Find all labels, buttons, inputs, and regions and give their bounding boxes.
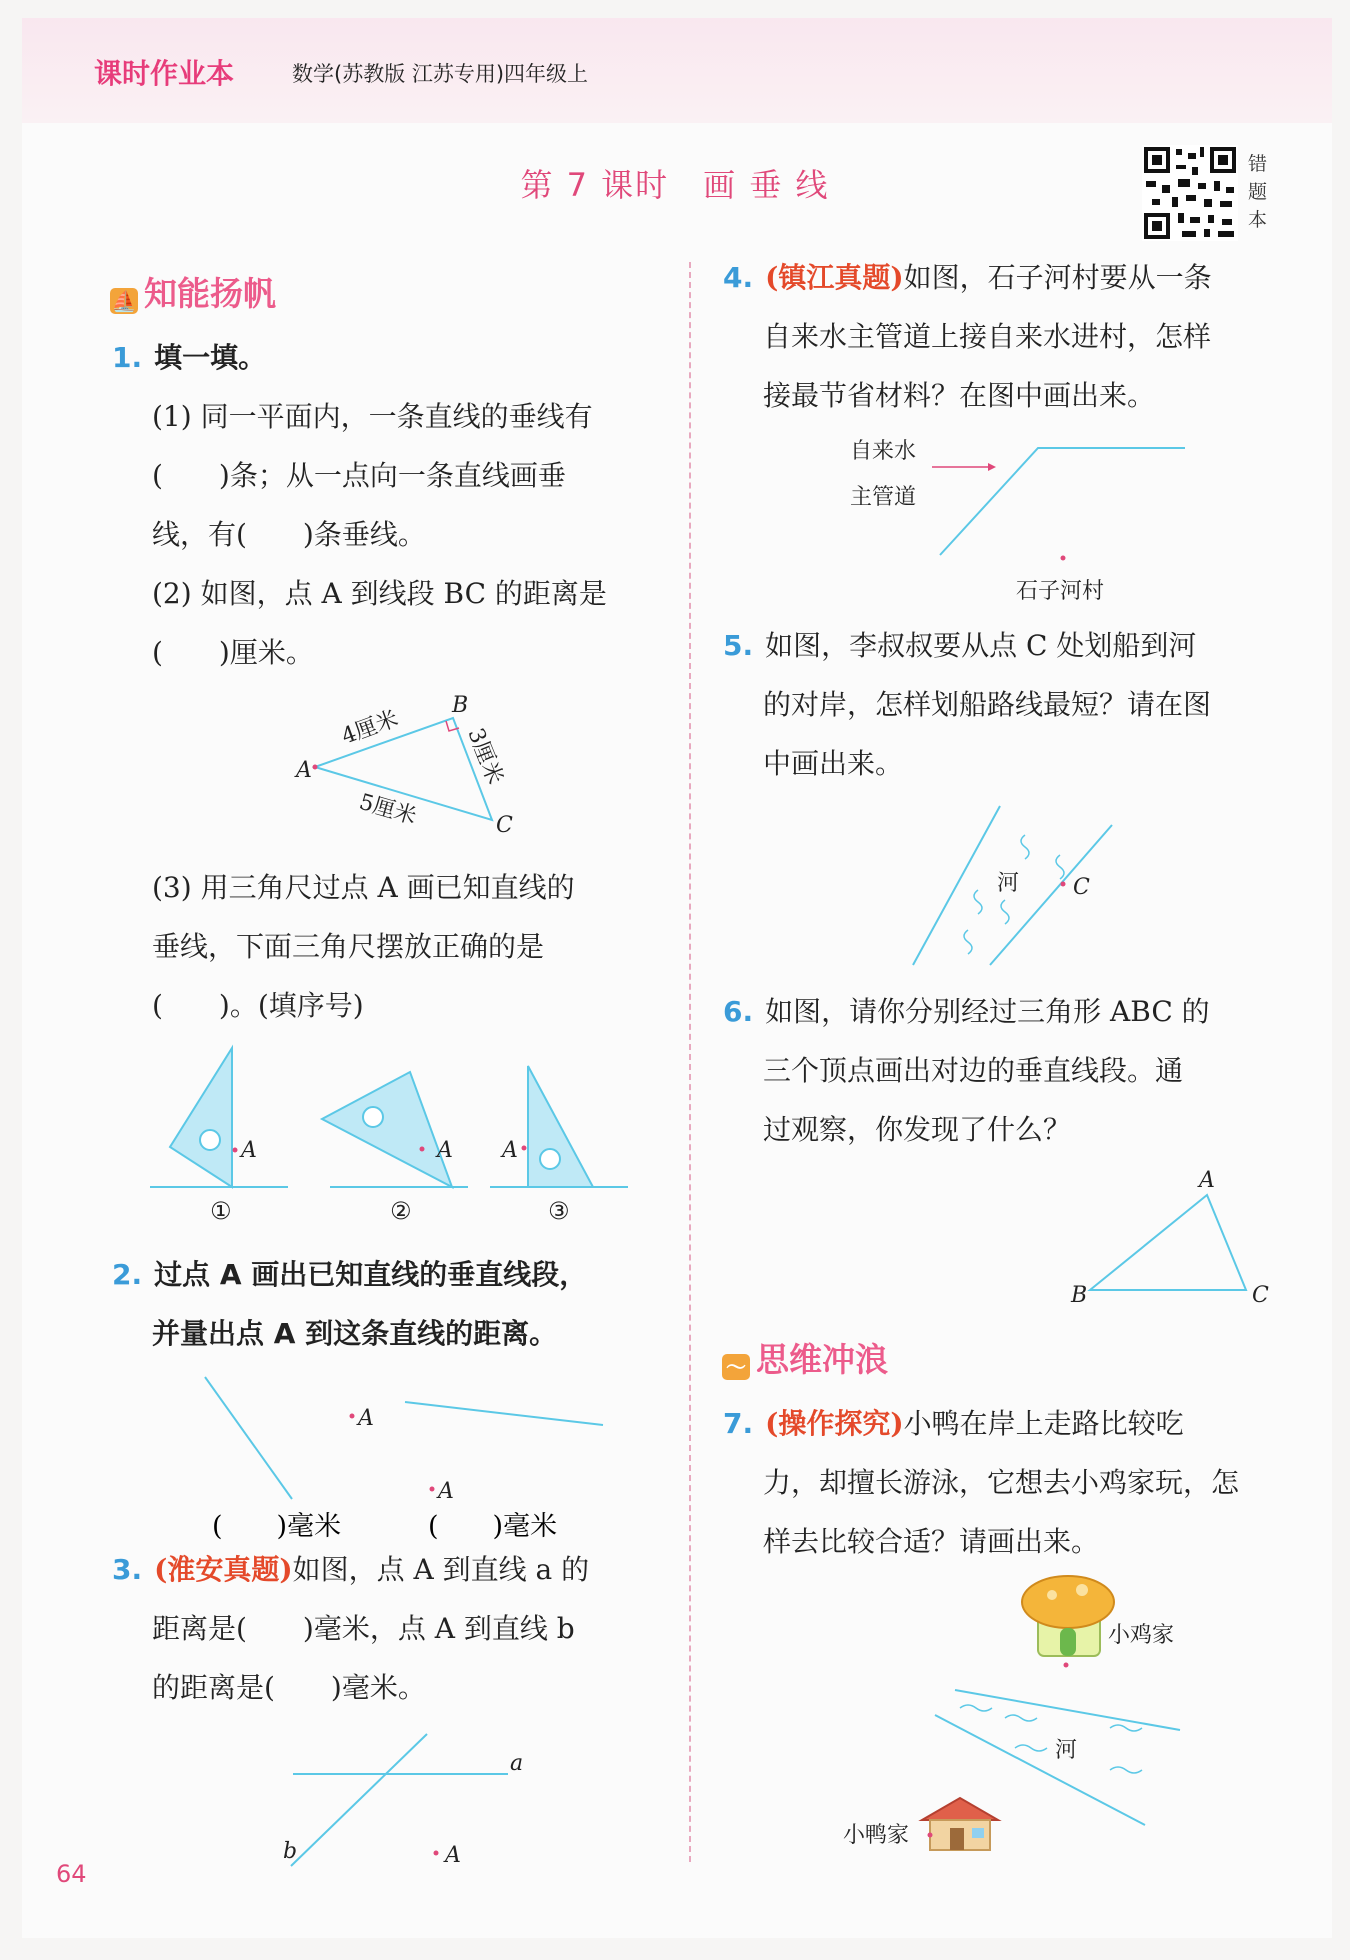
set-square-option-2 xyxy=(322,1072,468,1225)
source-tag: (操作探究) xyxy=(765,1407,904,1440)
q1-p3-line3: ( )。(填序号) xyxy=(152,989,364,1022)
point-a-label: A xyxy=(438,1479,454,1504)
river-label: 河 xyxy=(997,871,1020,896)
q7-line2: 力，却擅长游泳，它想去小鸡家玩，怎 xyxy=(763,1466,1240,1499)
length-ab-label: 4厘米 xyxy=(338,706,402,750)
q1-p2-line2: ( )厘米。 xyxy=(152,636,314,669)
wave-icon: 〜 xyxy=(722,1354,750,1380)
q5-line3: 中画出来。 xyxy=(763,747,904,780)
pipe-label-line1: 自来水 xyxy=(850,439,917,464)
duck-house-icon xyxy=(922,1798,998,1850)
question-number: 7. xyxy=(723,1407,754,1440)
q3-line2: 距离是( )毫米，点 A 到直线 b xyxy=(152,1612,575,1645)
line-a-label: a xyxy=(510,1751,524,1776)
line-b-label: b xyxy=(283,1839,298,1864)
point-a-label: A xyxy=(358,1406,374,1431)
village-label: 石子河村 xyxy=(1016,579,1105,604)
q4-pipe-figure xyxy=(850,439,1185,604)
q1-p3-line1: (3) 用三角尺过点 A 画已知直线的 xyxy=(152,871,575,904)
question-number: 2. xyxy=(112,1258,143,1291)
q7-line3: 样去比较合适？请画出来。 xyxy=(763,1525,1100,1558)
point-a-label: A xyxy=(241,1138,257,1163)
section-title: 思维冲浪 xyxy=(756,1340,888,1379)
vertex-a-label: A xyxy=(1199,1168,1215,1193)
q5-line2: 的对岸，怎样划船路线最短？请在图 xyxy=(763,688,1212,721)
q3-line3: 的距离是( )毫米。 xyxy=(152,1671,426,1704)
q1-heading: 填一填。 xyxy=(154,341,267,374)
q6-line2: 三个顶点画出对边的垂直线段。通 xyxy=(763,1054,1184,1087)
question-number: 5. xyxy=(723,629,754,662)
q7-text: 小鸭在岸上走路比较吃 xyxy=(903,1407,1184,1440)
length-ac-label: 5厘米 xyxy=(356,789,419,830)
q2-answer-2: ( )毫米 xyxy=(428,1511,558,1542)
set-square-option-1 xyxy=(150,1048,288,1225)
q3-lines-figure xyxy=(283,1734,523,1868)
point-a-label: A xyxy=(437,1138,453,1163)
point-a-label: A xyxy=(502,1138,518,1163)
vertex-b-label: B xyxy=(452,693,469,718)
question-number: 3. xyxy=(112,1553,143,1586)
option-3-label: ③ xyxy=(548,1197,570,1225)
q6-triangle-figure xyxy=(1070,1168,1269,1308)
q2-line2: 并量出点 A 到这条直线的距离。 xyxy=(152,1317,558,1350)
q1-triangle-figure xyxy=(294,693,513,838)
q4-line3: 接最节省材料？在图中画出来。 xyxy=(763,379,1156,412)
set-square-option-3 xyxy=(490,1066,628,1225)
wrong-questions-label: 错题本 xyxy=(1248,153,1268,231)
brand-title: 课时作业本 xyxy=(94,57,235,90)
duck-home-label: 小鸭家 xyxy=(843,1823,910,1848)
q3-text: 如图，点 A 到直线 a 的 xyxy=(292,1553,590,1586)
q6-text: 如图，请你分别经过三角形 ABC 的 xyxy=(765,995,1210,1028)
q1-p1-line1: (1) 同一平面内，一条直线的垂线有 xyxy=(152,400,593,433)
chick-home-label: 小鸡家 xyxy=(1108,1623,1175,1648)
q4-line2: 自来水主管道上接自来水进村，怎样 xyxy=(763,320,1212,353)
chick-house-icon xyxy=(1022,1576,1114,1668)
vertex-c-label: C xyxy=(1252,1283,1269,1308)
length-bc-label: 3厘米 xyxy=(462,724,508,789)
option-2-label: ② xyxy=(390,1197,412,1225)
q1-p2-line1: (2) 如图，点 A 到线段 BC 的距离是 xyxy=(152,577,607,610)
pipe-label-line2: 主管道 xyxy=(850,485,917,510)
source-tag: (淮安真题) xyxy=(154,1553,293,1586)
section-title: 知能扬帆 xyxy=(144,274,276,313)
q1-p3-line2: 垂线，下面三角尺摆放正确的是 xyxy=(152,930,545,963)
question-number: 4. xyxy=(723,261,754,294)
vertex-b-label: B xyxy=(1071,1283,1088,1308)
page-number: 64 xyxy=(56,1860,87,1888)
q6-line3: 过观察，你发现了什么？ xyxy=(763,1113,1072,1146)
vertex-c-label: C xyxy=(496,813,513,838)
lesson-title: 第 7 课时 画 垂 线 xyxy=(520,166,830,204)
question-number: 6. xyxy=(723,995,754,1028)
q5-river-figure xyxy=(913,806,1112,965)
river-label: 河 xyxy=(1055,1738,1078,1763)
source-tag: (镇江真题) xyxy=(765,261,904,294)
q2-answer-1: ( )毫米 xyxy=(212,1511,342,1542)
point-c-label: C xyxy=(1073,875,1090,900)
sail-icon: ⛵ xyxy=(111,289,137,313)
q2-lines-figure xyxy=(205,1377,603,1504)
q4-text: 如图，石子河村要从一条 xyxy=(903,261,1212,294)
q1-p1-line2: ( )条；从一点向一条直线画垂 xyxy=(152,459,566,492)
subject-label: 数学(苏教版 江苏专用)四年级上 xyxy=(292,62,589,86)
vertex-a-label: A xyxy=(296,758,312,783)
q2-text: 过点 A 画出已知直线的垂直线段， xyxy=(154,1258,588,1291)
option-1-label: ① xyxy=(210,1197,232,1225)
q1-p1-line3: 线，有( )条垂线。 xyxy=(152,518,426,551)
question-number: 1. xyxy=(112,341,143,374)
point-a-label: A xyxy=(445,1843,461,1868)
q5-text: 如图，李叔叔要从点 C 处划船到河 xyxy=(765,629,1197,662)
